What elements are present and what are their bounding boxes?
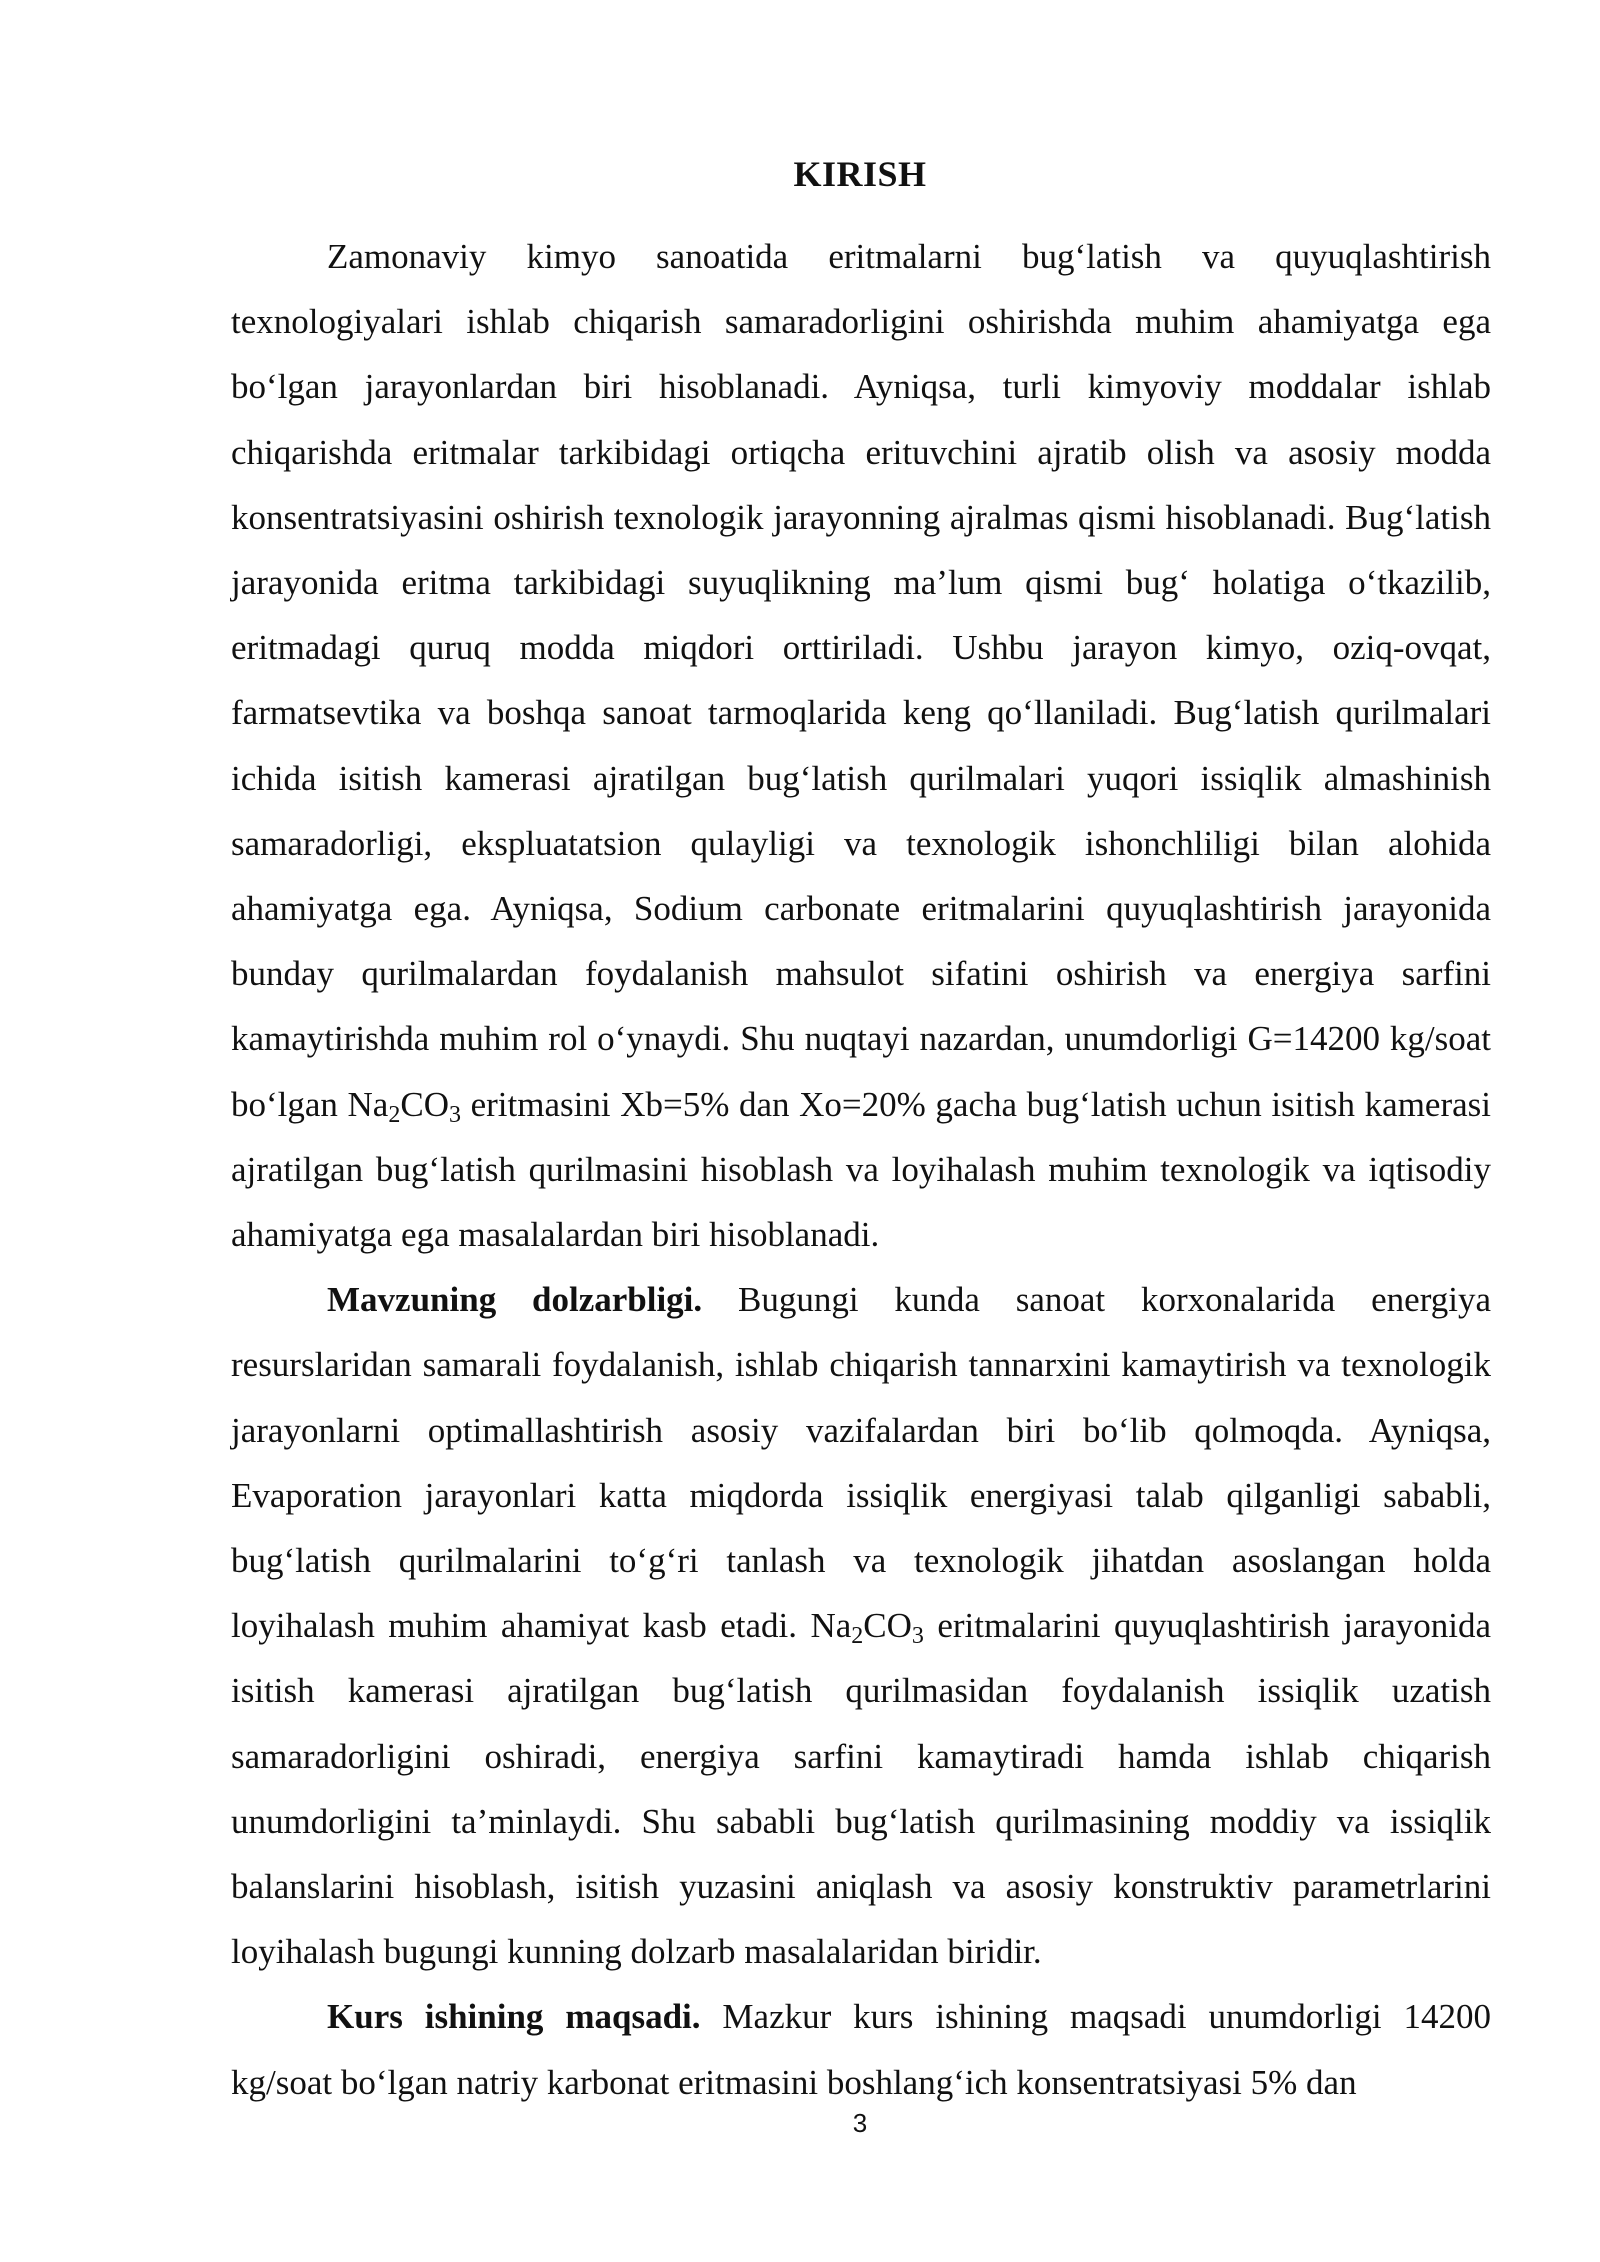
page-number: 3 [852,2108,868,2138]
intro-text-part3: eritmasini Xb=5% dan Xo=20% gacha bug‘latish uchun isitish kamerasi ajratilgan bug‘latish qurilmasini hisoblash va loyihalash muhim texnologik va iqtisodiy ahamiyatga ega masalalardan biri hisoblanadi. [231,1084,1491,1255]
intro-subscript-3: 3 [448,1101,461,1128]
intro-text-part2: CO [400,1084,449,1124]
relevance-subscript-3: 3 [911,1623,924,1650]
relevance-text-part1: Bugungi kunda sanoat korxonalarida energiya resurslaridan samarali foydalanish, ishlab chiqarish tannarxini kamaytirish va texnologik jarayonlarni optimallashtirish asosiy vazifalardan biri bo‘lib qolmoqda. Ayniqsa, Evaporation jarayonlari katta miqdorda issiqlik energiyasi talab qilganligi sababli, bug‘latish qurilmalarini to‘g‘ri tanlash va texnologik jihatdan asoslangan holda loyihalash muhim ahamiyat kasb etadi. Na [231,1280,1491,1646]
relevance-paragraph [231,1267,1491,1984]
relevance-subscript-2: 2 [851,1623,864,1650]
intro-paragraph [231,224,1491,1267]
intro-text-part1: Zamonaviy kimyo sanoatida eritmalarni bug‘latish va quyuqlashtirish texnologiyalari ishlab chiqarish samaradorligini oshirishda muhim ahamiyatga ega bo‘lgan jarayonlardan biri hisoblanadi. Ayniqsa, turli kimyoviy moddalar ishlab chiqarishda eritmalar tarkibidagi ortiqcha erituvchini ajratib olish va asosiy modda konsentratsiyasini oshirish texnologik jarayonning ajralmas qismi hisoblanadi. Bug‘latish jarayonida eritma tarkibidagi suyuqlikning ma’lum qismi bug‘ holatiga o‘tkazilib, eritmadagi quruq modda miqdori orttiriladi. Ushbu jarayon kimyo, oziq-ovqat, farmatsevtika va boshqa sanoat tarmoqlarida keng qo‘llaniladi. Bug‘latish qurilmalari ichida isitish kamerasi ajratilgan bug‘latish qurilmalari yuqori issiqlik almashinish samaradorligi, ekspluatatsion qulayligi va texnologik ishonchliligi bilan alohida ahamiyatga ega. Ayniqsa, Sodium carbonate eritmalarini quyuqlashtirish jarayonida bunday qurilmalardan foydalanish mahsulot sifatini oshirish va energiya sarfini kamaytirishda muhim rol o‘ynaydi. Shu nuqtayi nazardan, unumdorligi G=14200 kg/soat bo‘lgan Na [231,237,1491,1124]
relevance-text-part3: eritmalarini quyuqlashtirish jarayonida isitish kamerasi ajratilgan bug‘latish qurilmasidan foydalanish issiqlik uzatish samaradorligini oshiradi, energiya sarfini kamaytiradi hamda ishlab chiqarish unumdorligini ta’minlaydi. Shu sababli bug‘latish qurilmasining moddiy va issiqlik balanslarini hisoblash, isitish yuzasini aniqlash va asosiy konstruktiv parametrlarini loyihalash bugungi kunning dolzarb masalalaridan biridir. [231,1606,1492,1972]
intro-subscript-2: 2 [388,1101,401,1128]
page-title: KIRISH [793,154,927,194]
goal-heading: Kurs ishining maqsadi. [327,1997,701,2037]
goal-paragraph [231,1984,1491,2114]
relevance-heading: Mavzuning dolzarbligi. [327,1280,703,1320]
body-text [231,224,1491,2115]
relevance-text-part2: CO [863,1606,912,1646]
goal-text: Mazkur kurs ishining maqsadi unumdorligi 14200 kg/soat bo‘lgan natriy karbonat eritmasini boshlang‘ich konsentratsiyasi 5% dan [231,1997,1491,2102]
